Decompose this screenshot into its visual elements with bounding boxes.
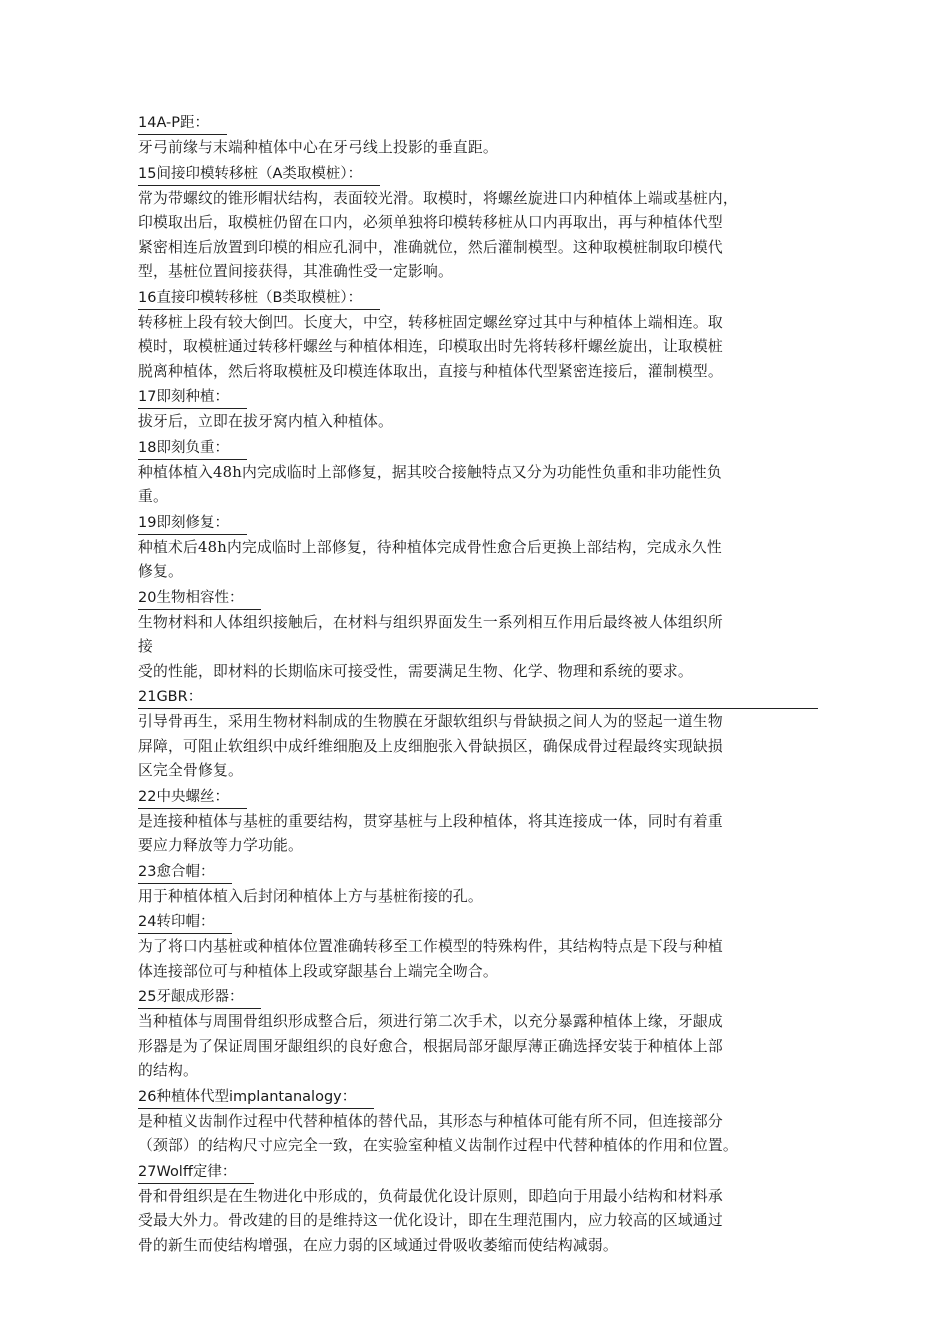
- entry-term: 16直接印模转移桩（B类取模桩）：: [138, 287, 380, 310]
- entry-term: 23愈合帽：: [138, 861, 232, 884]
- glossary-entry: [138, 911, 818, 984]
- entry-definition: 是连接种植体与基桩的重要结构，贯穿基桩与上段种植体，将其连接成一体，同时有着重 要应力释放等力学功能。: [138, 812, 723, 854]
- glossary: [138, 112, 818, 1260]
- entry-term: 15间接印模转移桩（A类取模桩）：: [138, 163, 380, 186]
- glossary-entry: [138, 1086, 818, 1159]
- entry-definition: 种植术后48h内完成临时上部修复，待种植体完成骨性愈合后更换上部结构，完成永久性 修复。: [138, 538, 722, 580]
- entry-term: 24转印帽：: [138, 911, 232, 934]
- entry-definition: 为了将口内基桩或种植体位置准确转移至工作模型的特殊构件，其结构特点是下段与种植 体连接部位可与种植体上段或穿龈基台上端完全吻合。: [138, 938, 723, 980]
- entry-definition: 是种植义齿制作过程中代替种植体的替代品，其形态与种植体可能有所不同，但连接部分 （颈部）的结构尺寸应完全一致，在实验室种植义齿制作过程中代替种植体的作用和位置。: [138, 1112, 738, 1154]
- entry-definition: 骨和骨组织是在生物进化中形成的，负荷最优化设计原则，即趋向于用最小结构和材料承 受最大外力。骨改建的目的是维持这一优化设计，即在生理范围内，应力较高的区域通过 骨的新生而使结构增强，在应力弱的区域通过骨吸收萎缩而使结构减弱。: [138, 1187, 723, 1254]
- glossary-entry: [138, 386, 818, 435]
- entry-term: 17即刻种植：: [138, 386, 247, 409]
- entry-term: 19即刻修复：: [138, 512, 247, 535]
- entry-term: 14A-P距：: [138, 112, 227, 135]
- glossary-entry: [138, 986, 818, 1084]
- entry-definition: 常为带螺纹的锥形帽状结构，表面较光滑。取模时，将螺丝旋进口内种植体上端或基桩内， 印模取出后，取模桩仍留在口内，必须单独将印模转移桩从口内再取出，再与种植体代型 紧密相连后放置到印模的相应孔洞中，准确就位，然后灌制模型。这种取模桩制取印模代 型，基桩位置间接获得，其准确性受一定影响。: [138, 189, 738, 280]
- entry-term: 21GBR：: [138, 686, 818, 709]
- glossary-entry: [138, 786, 818, 859]
- glossary-entry: [138, 512, 818, 585]
- entry-term: 26种植体代型implantanalogy：: [138, 1086, 374, 1109]
- glossary-entry: [138, 112, 818, 161]
- entry-definition: 生物材料和人体组织接触后，在材料与组织界面发生一系列相互作用后最终被人体组织所 接 受的性能，即材料的长期临床可接受性，需要满足生物、化学、物理和系统的要求。: [138, 613, 723, 680]
- entry-term: 25牙龈成形器：: [138, 986, 261, 1009]
- entry-definition: 引导骨再生，采用生物材料制成的生物膜在牙龈软组织与骨缺损之间人为的竖起一道生物 屏障，可阻止软组织中成纤维细胞及上皮细胞张入骨缺损区，确保成骨过程最终实现缺损 区完全骨修复。: [138, 713, 723, 779]
- glossary-entry: [138, 587, 818, 685]
- entry-definition: 牙弓前缘与末端种植体中心在牙弓线上投影的垂直距。: [138, 139, 498, 156]
- entry-definition: 拔牙后，立即在拔牙窝内植入种植体。: [138, 413, 393, 430]
- glossary-entry: [138, 861, 818, 910]
- entry-term: 20生物相容性：: [138, 587, 261, 610]
- glossary-entry: [138, 437, 818, 510]
- entry-definition: 用于种植体植入后封闭种植体上方与基桩衔接的孔。: [138, 887, 483, 905]
- entry-definition: 转移桩上段有较大倒凹。长度大，中空，转移桩固定螺丝穿过其中与种植体上端相连。取 模时，取模桩通过转移杆螺丝与种植体相连，印模取出时先将转移杆螺丝旋出，让取模桩 脱离种植体，然后将取模桩及印模连体取出，直接与种植体代型紧密连接后，灌制模型。: [138, 313, 723, 380]
- entry-term: 27Wolff定律：: [138, 1161, 254, 1184]
- entry-definition: 当种植体与周围骨组织形成整合后，须进行第二次手术，以充分暴露种植体上缘，牙龈成 形器是为了保证周围牙龈组织的良好愈合，根据局部牙龈厚薄正确选择安装于种植体上部 的结构。: [138, 1013, 723, 1079]
- glossary-entry: [138, 686, 818, 784]
- entry-term: 22中央螺丝：: [138, 786, 247, 809]
- glossary-entry: [138, 163, 818, 285]
- glossary-entry: [138, 287, 818, 385]
- entry-definition: 种植体植入48h内完成临时上部修复，据其咬合接触特点又分为功能性负重和非功能性负 重。: [138, 463, 722, 505]
- entry-term: 18即刻负重：: [138, 437, 247, 460]
- glossary-entry: [138, 1161, 818, 1259]
